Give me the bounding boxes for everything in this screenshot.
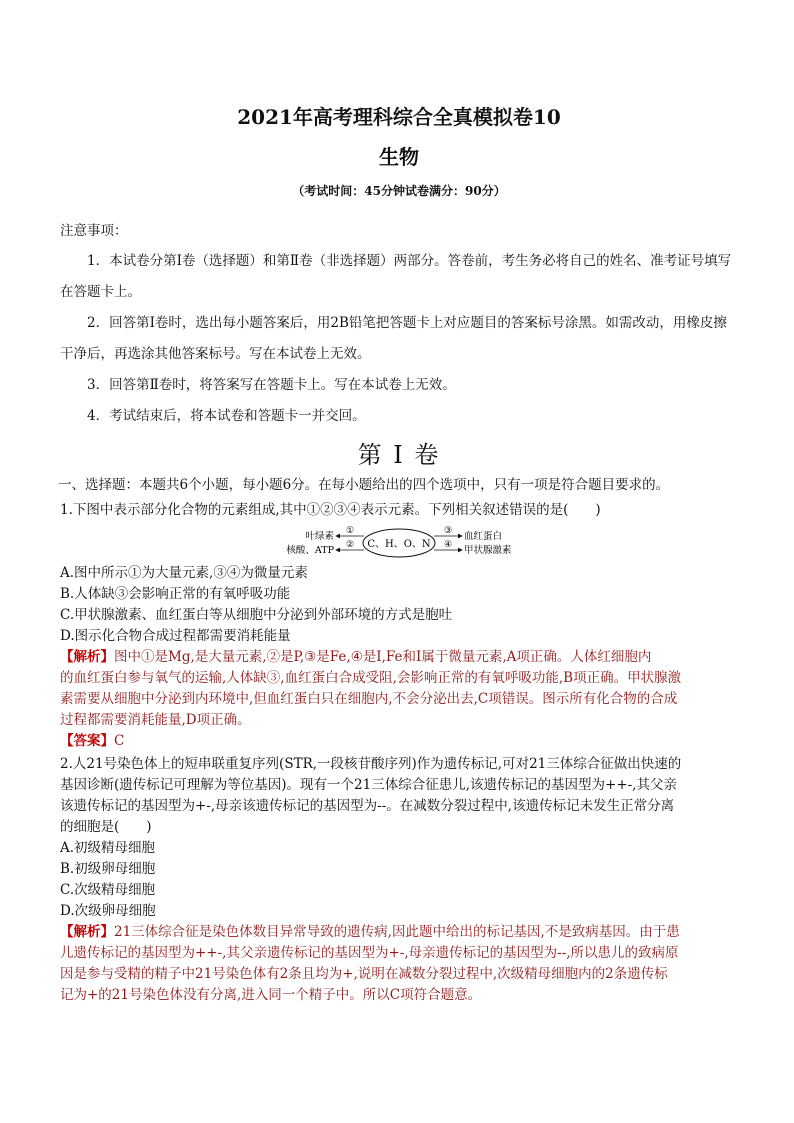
document-title: 2021年高考理科综合全真模拟卷10: [237, 105, 561, 129]
element-composition-diagram: [284, 525, 514, 561]
analysis-line: 的血红蛋白参与氧气的运输,人体缺③,血红蛋白合成受阻,会影响正常的有氧呼吸功能,B项正确。甲状腺激: [60, 670, 682, 686]
label-chlorophyll: 叶绿素: [305, 531, 334, 542]
question-2-stem-line: 基因诊断(遗传标记可理解为等位基因)。现有一个21三体综合征患儿,该遗传标记的基因型为++-,其父亲: [60, 777, 677, 793]
question-1-option-b: B.人体缺③会影响正常的有氧呼吸功能: [60, 586, 291, 602]
question-1-analysis: [60, 647, 738, 731]
marker-1: ①: [345, 526, 355, 536]
question-1-option-a: A.图中所示①为大量元素,③④为微量元素: [60, 565, 308, 581]
center-elements-label: C、H、O、N: [367, 539, 431, 550]
notice-item-2: 2．回答第Ⅰ卷时，选出每小题答案后，用2B铅笔把答题卡上对应题目的答案标号涂黑。如需改动，用橡皮擦干净后，再选涂其他答案标号。写在本试卷上无效。: [60, 315, 727, 362]
question-2-stem-line: 2.人21号染色体上的短串联重复序列(STR,一段核苷酸序列)作为遗传标记,可对21三体综合征做出快速的: [60, 756, 682, 772]
label-hemoglobin: 血红蛋白: [464, 531, 503, 542]
notice-item-3: 3．回答第Ⅱ卷时，将答案写在答题卡上。写在本试卷上无效。: [87, 377, 456, 393]
question-2-option-c: C.次级精母细胞: [60, 882, 156, 898]
section-description: 一、选择题：本题共6个小题，每小题6分。在每小题给出的四个选项中，只有一项是符合题目要求的。: [58, 477, 670, 493]
label-thyroxine: 甲状腺激素: [464, 545, 512, 556]
analysis-line: 记为+的21号染色体没有分离,进入同一个精子中。所以C项符合题意。: [60, 987, 482, 1003]
exam-info: （考试时间：45分钟试卷满分：90分）: [292, 184, 506, 198]
question-1-answer: [60, 731, 738, 752]
question-2-option-d: D.次级卵母细胞: [60, 903, 156, 919]
analysis-line: 图中①是Mg,是大量元素,②是P,③是Fe,④是I,Fe和I属于微量元素,A项正确。人体红细胞内: [114, 649, 652, 665]
subject-title: 生物: [379, 145, 419, 169]
question-1-option-d: D.图示化合物合成过程都需要消耗能量: [60, 628, 291, 644]
marker-4: ④: [443, 540, 453, 550]
section-title: 第 I 卷: [357, 441, 441, 469]
question-2-stem-line: 的细胞是( ): [60, 819, 152, 835]
analysis-line: 因是参与受精的精子中21号染色体有2条且均为+,说明在减数分裂过程中,次级精母细胞内的2条遗传标: [60, 966, 668, 982]
notice-heading: 注意事项：: [60, 223, 128, 239]
analysis-line: 21三体综合征是染色体数目异常导致的遗传病,因此题中给出的标记基因,不是致病基因。由于患: [114, 924, 680, 940]
marker-2: ②: [345, 540, 355, 550]
analysis-line: 儿遗传标记的基因型为++-,其父亲遗传标记的基因型为+-,母亲遗传标记的基因型为--,所以患儿的致病原: [60, 945, 679, 961]
label-nucleic-acid-atp: 核酸、ATP: [286, 545, 334, 556]
question-1-option-c: C.甲状腺激素、血红蛋白等从细胞中分泌到外部环境的方式是胞吐: [60, 607, 453, 623]
answer-value: C: [114, 733, 125, 749]
question-2-option-a: A.初级精母细胞: [60, 840, 156, 856]
analysis-line: 素需要从细胞中分泌到内环境中,但血红蛋白只在细胞内,不会分泌出去,C项错误。图示所有化合物的合成: [60, 691, 678, 707]
question-2-option-b: B.初级卵母细胞: [60, 861, 156, 877]
question-1-stem: 1.下图中表示部分化合物的元素组成,其中①②③④表示元素。下列相关叙述错误的是( ): [60, 502, 601, 518]
analysis-label: 【解析】: [60, 649, 114, 665]
analysis-line: 过程都需要消耗能量,D项正确。: [60, 712, 251, 728]
question-2-analysis: [60, 922, 738, 1006]
notice-item-4: 4．考试结束后，将本试卷和答题卡一并交回。: [87, 408, 366, 424]
analysis-label: 【解析】: [60, 924, 114, 940]
notice-item-1: 1．本试卷分第Ⅰ卷（选择题）和第Ⅱ卷（非选择题）两部分。答卷前，考生务必将自己的姓名、准考证号填写在答题卡上。: [60, 253, 732, 300]
question-2-stem-line: 该遗传标记的基因型为+-,母亲该遗传标记的基因型为--。在减数分裂过程中,该遗传标记未发生正常分离: [60, 798, 675, 814]
answer-label: 【答案】: [60, 733, 114, 749]
question-2-stem: [60, 754, 738, 838]
marker-3: ③: [443, 526, 453, 536]
